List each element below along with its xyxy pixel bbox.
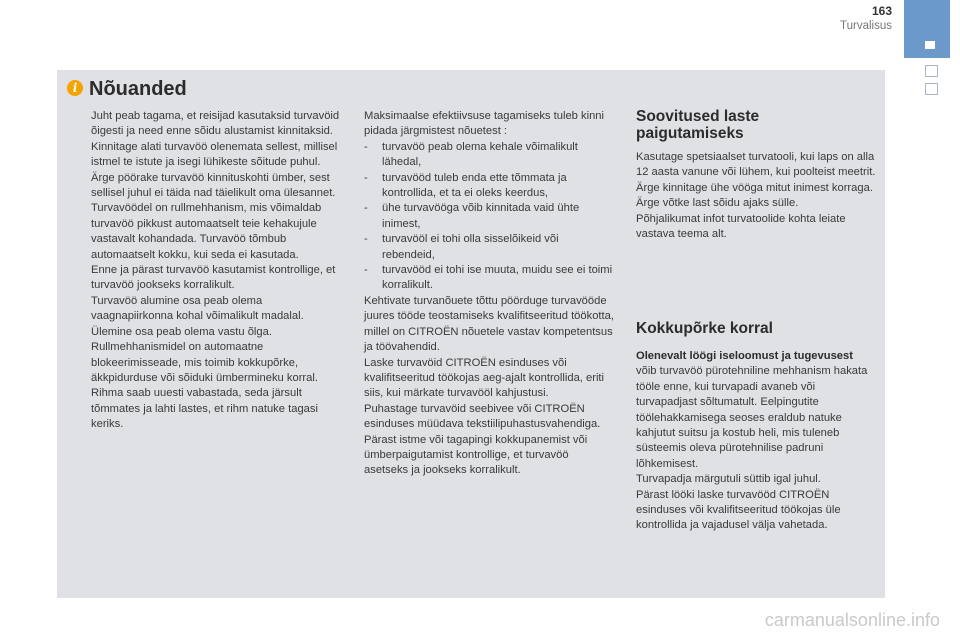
list-item: - turvavööl ei tohi olla sisselõikeid või rebendeid,	[364, 232, 614, 263]
paragraph: Turvavöö alumine osa peab olema vaagnapiirkonna kohal võimalikult madalal.	[91, 294, 304, 323]
section-tab	[904, 0, 950, 58]
paragraph: Turvavöödel on rullmehhanism, mis võimaldab turvavöö pikkust automaatselt teie kehakujule vastavalt kohandada. Turvavöö tõmbub automaatselt kokku, kui seda ei kasutada.	[91, 202, 322, 261]
panel-title: Nõuanded	[89, 78, 187, 100]
section-box-icon	[925, 65, 938, 77]
paragraph: Laske turvavöid CITROËN esinduses või kvalifitseeritud töökojas aeg-ajalt kontrollida, eriti siis, kui märkate turvavööl kahjustusi.	[364, 356, 605, 400]
paragraph: Kehtivate turvanõuete tõttu pöörduge turvavööde juures tööde teostamiseks kvalifitseeritud töökotta, millel on CITROËN nõuetele vastav kompetentsus ja töövahendid.	[364, 294, 614, 354]
child-seats-text	[636, 150, 876, 242]
paragraph: Põhjalikumat infot turvatoolide kohta leiate vastava teema alt.	[636, 212, 846, 241]
paragraph: Pärast lööki laske turvavööd CITROËN esinduses või kvalifitseeritud töökojas üle kontrollida ja vajadusel välja vahetada.	[636, 488, 841, 532]
paragraph: Juht peab tagama, et reisijad kasutaksid turvavöid õigesti ja need enne sõidu alustamist kinnitaksid.	[91, 110, 340, 138]
list-item: - turvavööd ei tohi ise muuta, muidu see ei toimi korralikult.	[364, 263, 614, 294]
collision-heading: Kokkupõrke korral	[636, 320, 773, 337]
paragraph: Kasutage spetsiaalset turvatooli, kui laps on alla 12 aasta vanune või lühem, kui poolteist meetrit.	[636, 151, 876, 179]
lead-rest: võib turvavöö pürotehniline mehhanism hakata tööle enne, kui turvapadi avaneb või turvapadjast sõltumatult. Eelpingutite töölehakkamisega seoses eraldub natuke kahjutut suitsu ja kostub heli, mis tuleneb süsteemis oleva pürotehnilise padruni lõhkemisest.	[636, 365, 868, 470]
paragraph: Ärge pöörake turvavöö kinnituskohti ümber, sest sellisel juhul ei täida nad täielikult oma ülesannet.	[91, 171, 336, 200]
paragraph: Rullmehhanismidel on automaatne blokeerimisseade, mis toimib kokkupõrke, äkkpidurduse või sõiduki ümbermineku korral. Rihma saab uuesti vabastada, seda järsult tõmmates ja lahti lastes, et rihm natuke tagasi keriks.	[91, 341, 318, 431]
info-icon: i	[67, 80, 83, 96]
paragraph: Maksimaalse efektiivsuse tagamiseks tuleb kinni pidada järgmistest nõuetest :	[364, 110, 605, 138]
section-marker	[925, 41, 935, 49]
list-item: - turvavöö peab olema kehale võimalikult lähedal,	[364, 140, 614, 171]
watermark: carmanualsonline.info	[764, 610, 940, 630]
paragraph: Pärast istme või tagapingi kokkupanemist või ümberpaigutamist kontrollige, et turvavöö asetseks ja jookseks korralikult.	[364, 433, 588, 477]
paragraph: Kinnitage alati turvavöö olenemata sellest, millisel istmel te istute ja isegi lühikeste sõitude puhul.	[91, 140, 338, 169]
paragraph	[636, 349, 876, 472]
section-name: Turvalisus	[840, 20, 892, 32]
paragraph: Enne ja pärast turvavöö kasutamist kontrollige, et turvavöö jookseks korralikult.	[91, 264, 336, 292]
bold-lead: Olenevalt löögi iseloomust ja tugevusest	[636, 350, 853, 362]
child-seats-heading: Soovitused laste paigutamiseks	[636, 108, 760, 142]
paragraph: Ülemine osa peab olema vastu õlga.	[91, 325, 272, 338]
advice-column-1	[91, 109, 341, 433]
paragraph: Turvapadja märgutuli süttib igal juhul.	[636, 473, 821, 486]
paragraph: Ärge kinnitage ühe vööga mitut inimest korraga.	[636, 181, 873, 194]
paragraph: Puhastage turvavöid seebivee või CITROËN esinduses müüdava tekstiilipuhastusvahendiga.	[364, 402, 601, 431]
requirements-list	[364, 140, 614, 294]
page-number: 163	[871, 4, 892, 18]
list-item: - ühe turvavööga võib kinnitada vaid ühte inimest,	[364, 201, 614, 232]
list-item: - turvavööd tuleb enda ette tõmmata ja kontrollida, et ta ei oleks keerdus,	[364, 171, 614, 202]
collision-text	[636, 349, 876, 534]
paragraph: Ärge võtke last sõidu ajaks sülle.	[636, 197, 799, 210]
advice-column-2	[364, 109, 614, 479]
section-box-icon	[925, 83, 938, 95]
